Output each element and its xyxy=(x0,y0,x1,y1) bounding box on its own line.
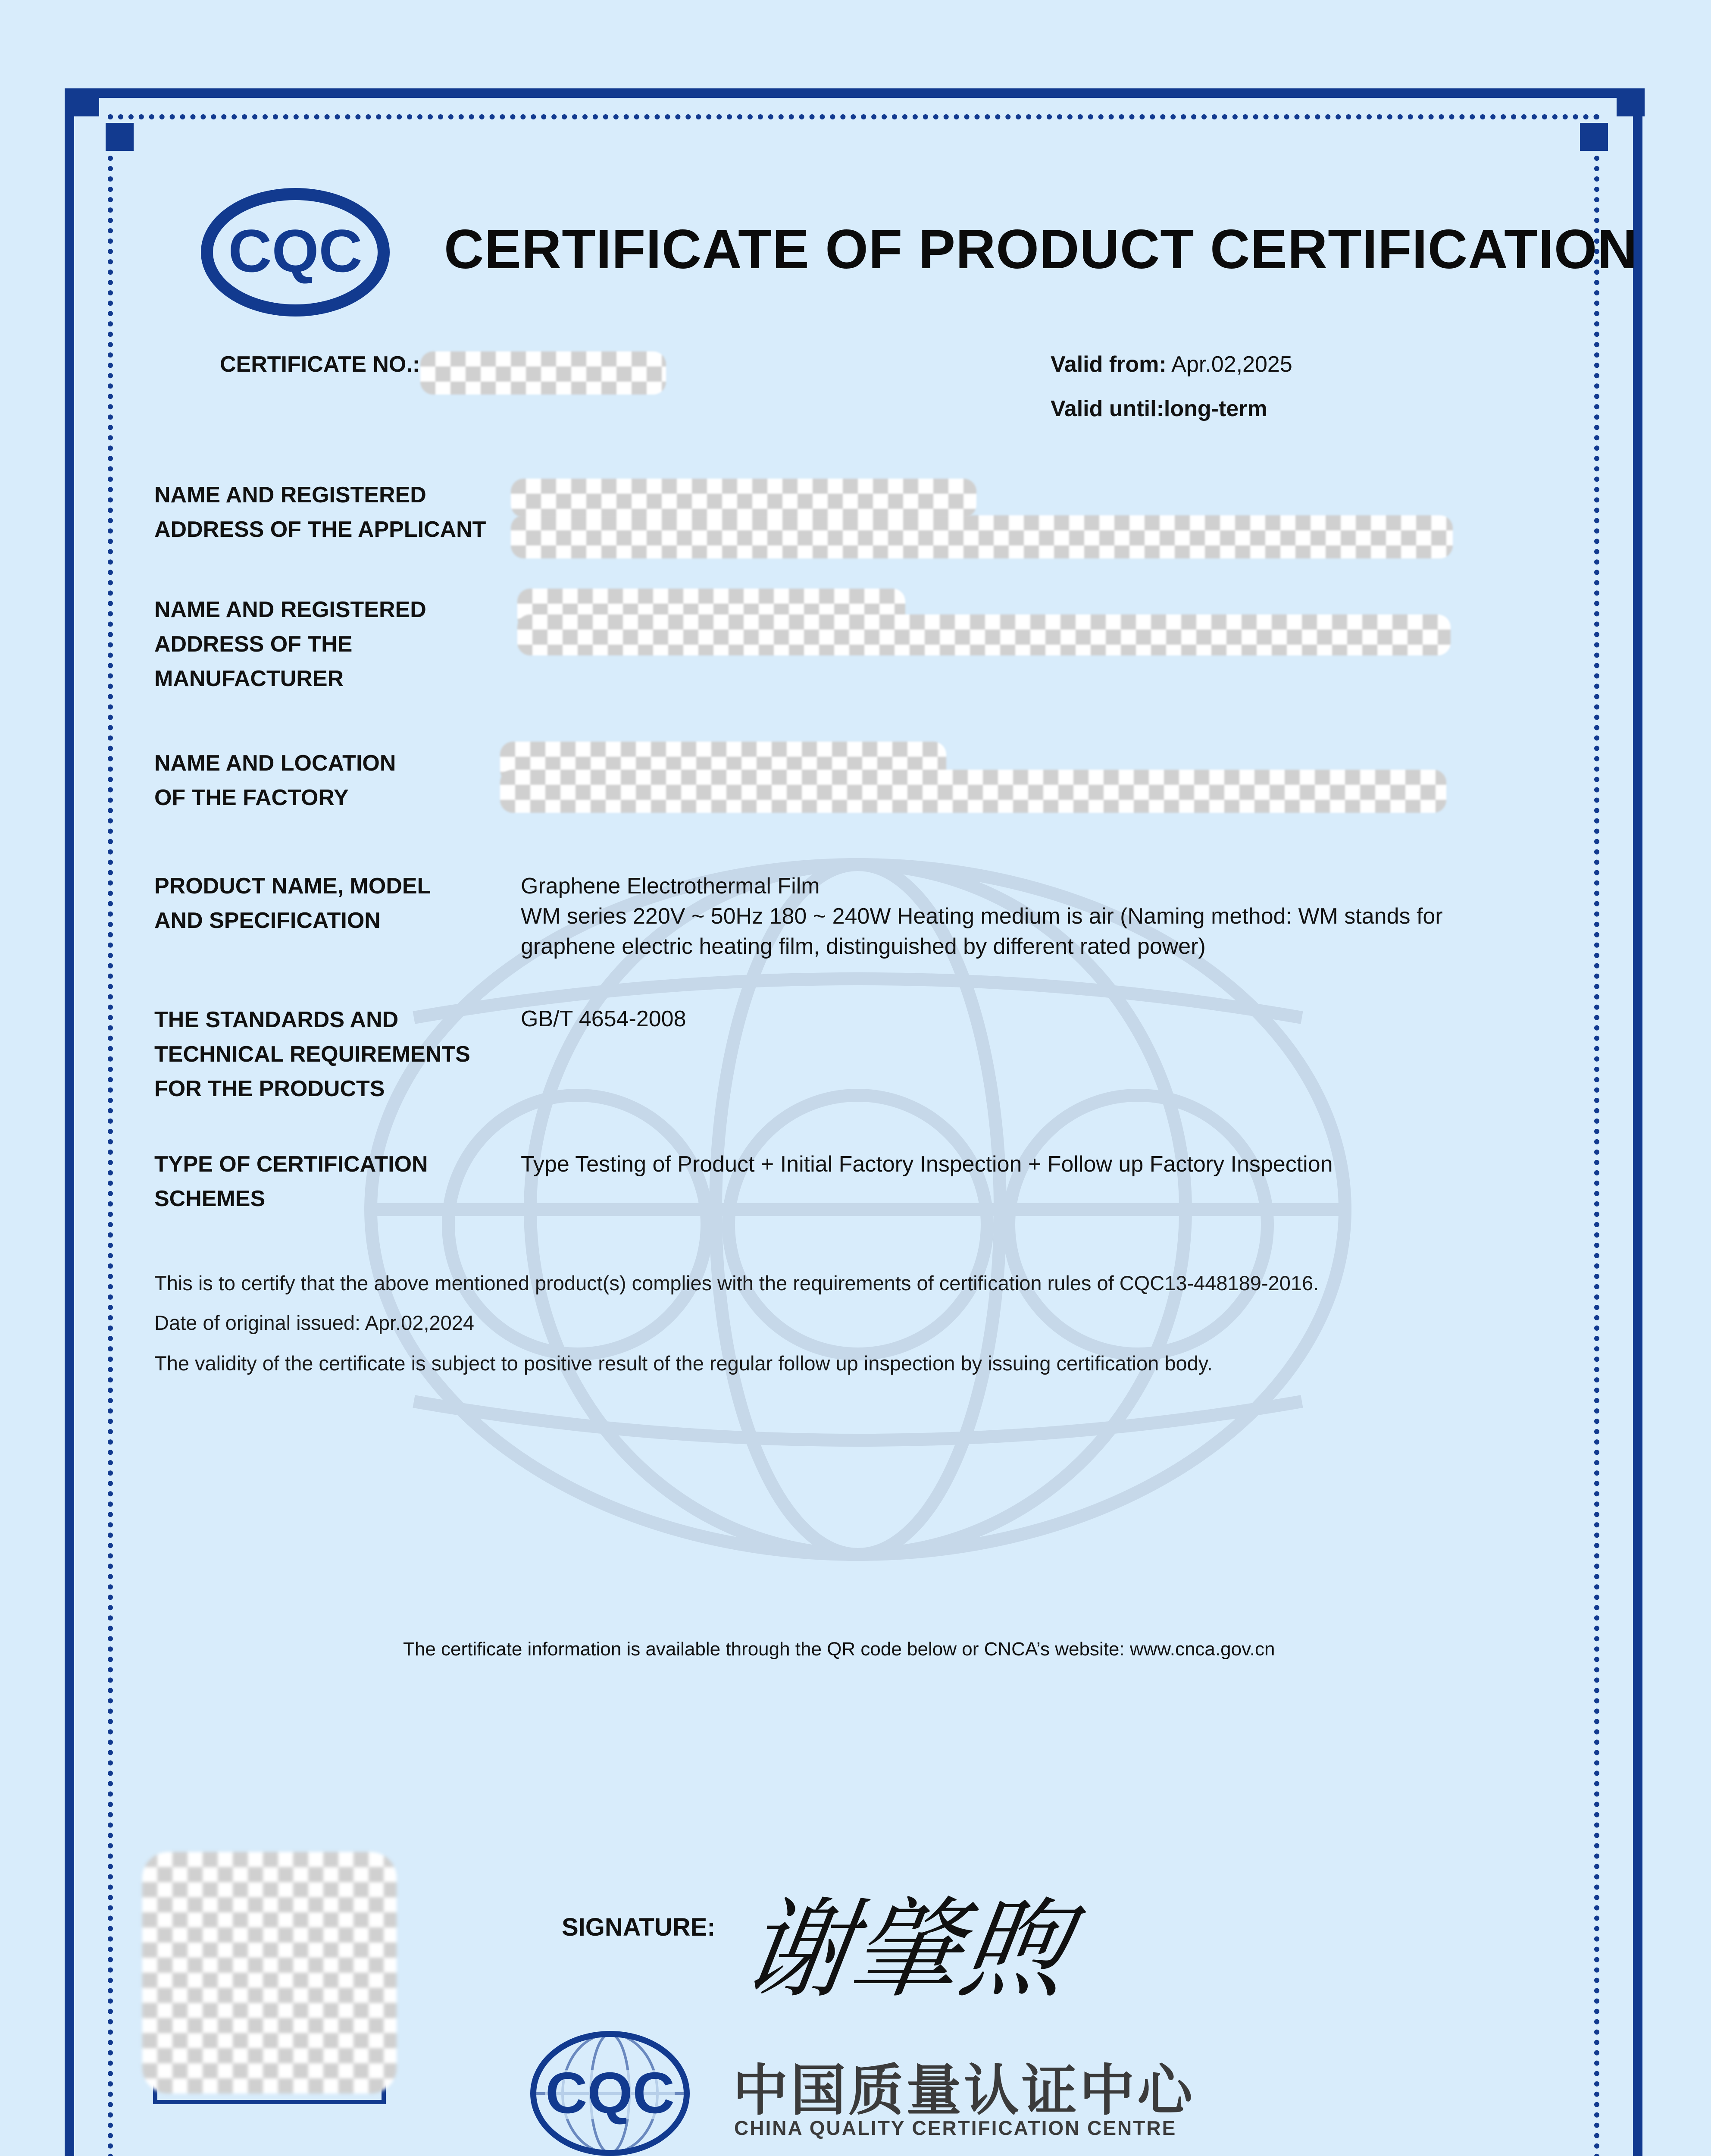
product-value xyxy=(521,871,1443,962)
cqc-globe-logo xyxy=(528,2029,692,2156)
valid-from xyxy=(1051,347,1292,382)
valid-until: Valid until:long-term xyxy=(1051,396,1267,421)
redacted-applicant-address xyxy=(511,515,1453,558)
product-model: WM series 220V ~ 50Hz 180 ~ 240W Heating medium is air (Naming method: WM stands for xyxy=(521,904,1443,929)
factory-label xyxy=(154,746,396,815)
redacted-factory-location xyxy=(500,770,1446,813)
product-label-line: AND SPECIFICATION xyxy=(154,908,381,933)
redacted-manufacturer-address xyxy=(517,614,1451,655)
redacted-applicant-name xyxy=(511,479,976,517)
valid-from-value: Apr.02,2025 xyxy=(1171,352,1292,377)
manufacturer-label-line: ADDRESS OF THE xyxy=(154,632,353,657)
svg-text:CQC: CQC xyxy=(228,217,363,285)
standards-label-line: THE STANDARDS AND xyxy=(154,1007,399,1032)
certificate-number-label: CERTIFICATE NO.: xyxy=(220,352,420,377)
scheme-label-line: SCHEMES xyxy=(154,1186,266,1211)
document-title: CERTIFICATE OF PRODUCT CERTIFICATION xyxy=(444,219,1638,280)
factory-label-line: NAME AND LOCATION xyxy=(154,751,396,776)
scheme-label xyxy=(154,1147,428,1216)
product-name: Graphene Electrothermal Film xyxy=(521,874,820,899)
standards-value: GB/T 4654-2008 xyxy=(521,1006,686,1031)
certify-statement: This is to certify that the above mentioned product(s) complies with the requirements of certification rules of CQC13-448189-2016. xyxy=(154,1272,1319,1294)
signature-handwriting: 谢肇煦 xyxy=(735,1887,1077,2012)
manufacturer-label-line: MANUFACTURER xyxy=(154,666,344,691)
redacted-certificate-number xyxy=(420,351,666,395)
applicant-label-line: ADDRESS OF THE APPLICANT xyxy=(154,517,486,542)
scheme-value: Type Testing of Product + Initial Factory Inspection + Follow up Factory Inspection xyxy=(521,1152,1333,1177)
manufacturer-label xyxy=(154,592,426,696)
manufacturer-label-line: NAME AND REGISTERED xyxy=(154,597,426,622)
scheme-label-line: TYPE OF CERTIFICATION xyxy=(154,1152,428,1177)
original-issued-date: Date of original issued: Apr.02,2024 xyxy=(154,1311,475,1334)
product-label-line: PRODUCT NAME, MODEL xyxy=(154,874,431,899)
standards-label-line: TECHNICAL REQUIREMENTS xyxy=(154,1042,470,1067)
validity-statement: The validity of the certificate is subject to positive result of the regular follow up inspection by issuing certification body. xyxy=(154,1352,1213,1375)
svg-text:CQC: CQC xyxy=(545,2060,675,2125)
valid-from-label: Valid from: xyxy=(1051,352,1167,377)
standards-label-line: FOR THE PRODUCTS xyxy=(154,1076,385,1101)
product-label xyxy=(154,869,431,938)
standards-label xyxy=(154,1003,470,1106)
cqc-english-name: CHINA QUALITY CERTIFICATION CENTRE xyxy=(734,2117,1177,2139)
signature-label: SIGNATURE: xyxy=(562,1913,716,1941)
applicant-label xyxy=(154,478,486,547)
factory-label-line: OF THE FACTORY xyxy=(154,785,349,810)
qr-info-text: The certificate information is available through the QR code below or CNCA’s website: www.cnca.gov.cn xyxy=(403,1639,1275,1660)
cqc-logo xyxy=(198,185,392,319)
cqc-chinese-name: 中国质量认证中心 xyxy=(733,2059,1195,2123)
product-model-continued: graphene electric heating film, distinguished by different rated power) xyxy=(521,934,1206,959)
applicant-label-line: NAME AND REGISTERED xyxy=(154,483,426,508)
